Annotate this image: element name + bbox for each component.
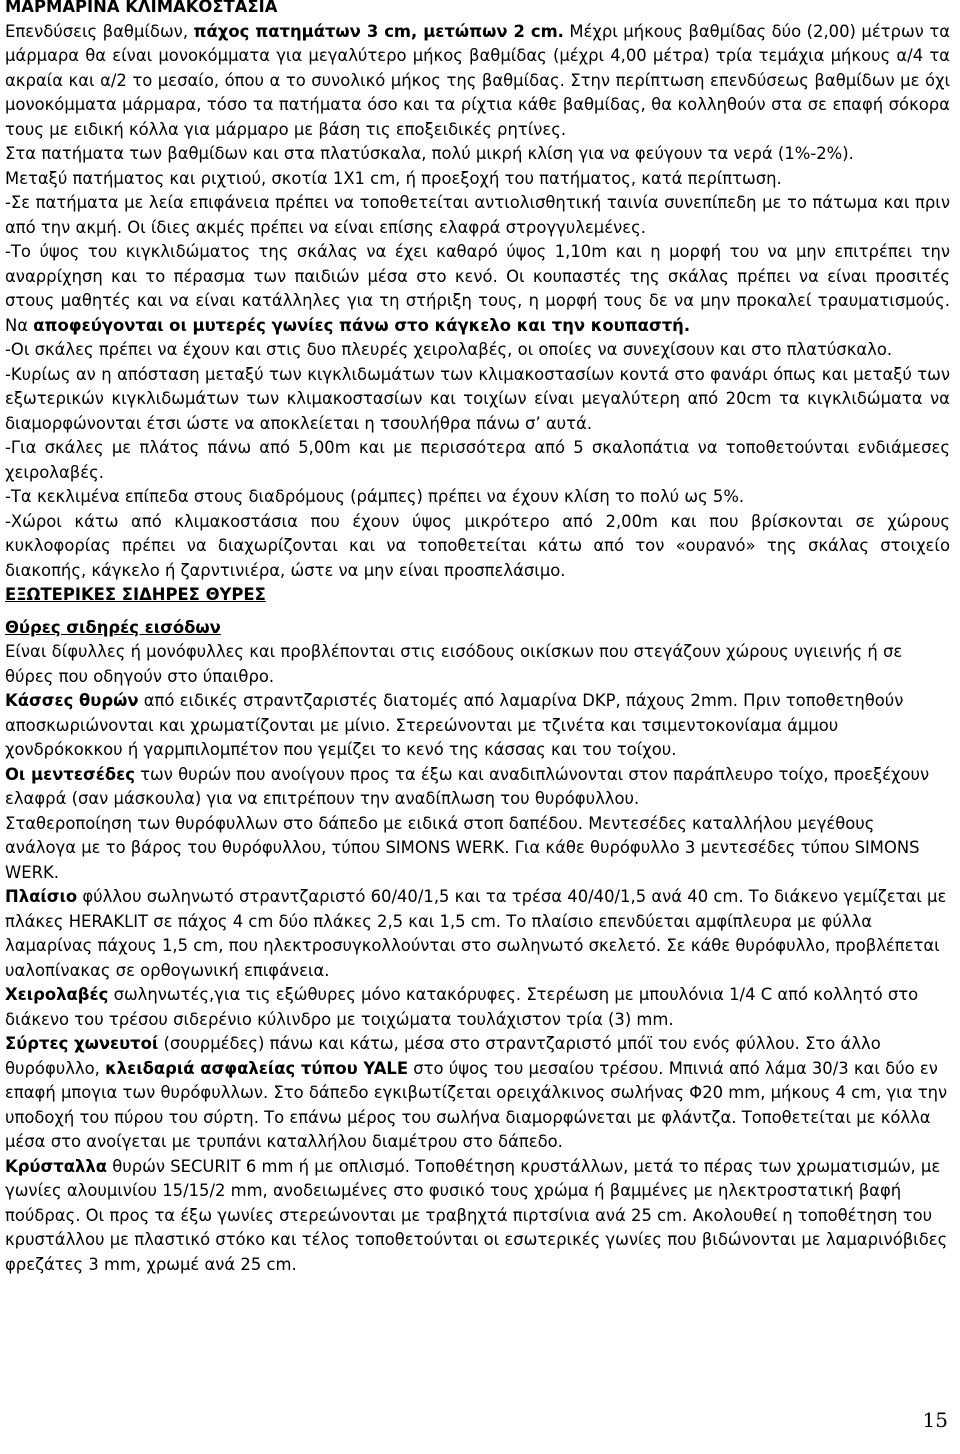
paragraph: -Χώροι κάτω από κλιμακοστάσια που έχουν ύψος μικρότερο από 2,00m και που βρίσκονται σε χώρους κυκλοφορίας πρέπει να διαχωρίζονται και να τοποθετείται κάτω από τον «ουρανό» της σκάλας στοιχείο διακοπής, κάγκελο ή ζαρντινιέρα, ώστε να μην είναι προσπελάσιμο. — [5, 511, 950, 580]
bold-text: Οι μεντεσέδες — [5, 764, 135, 784]
bold-text: κλειδαριά ασφαλείας τύπου YALE — [105, 1058, 409, 1078]
page-number: 15 — [922, 1408, 948, 1432]
text-run: φύλλου σωληνωτό στραντζαριστό 60/40/1,5 και τα τρέσα 40/40/1,5 ανά 40 cm. Το διάκενο γεμίζεται με πλάκες HERAKLIT σε πάχος 4 cm δύο πλάκες 2,5 και 1,5 cm. Το πλαίσιο επενδύεται αμφίπλευρα με φύλλα λαμαρίνας πάχους 1,5 cm, που ηλεκτροσυγκολλούνται στο σωληνωτό σκελετό. Σε κάθε θυρόφυλλο, προβλέπεται υαλοπίνακας σε ορθογωνική επιφάνεια. — [5, 887, 947, 980]
paragraph: Σταθεροποίηση των θυρόφυλλων στο δάπεδο με ειδικά στοπ δαπέδου. Μεντεσέδες καταλλήλου μεγέθους ανάλογα με το βάρος του θυρόφυλλου, τύπου SIMONS WERK. Για κάθε θυρόφυλλο 3 μεντεσέδες τύπου SIMONS WERK. — [5, 813, 920, 882]
text-run: Μέχρι μήκους βαθμίδας δύο (2,00) μέτρων τα μάρμαρα θα είναι μονοκόμματα για μεγαλύτερο μήκος βαθμίδας (μέχρι 4,00 μέτρα) τρία τεμάχια μήκους α/4 τα ακραία και α/2 το μεσαίο, όπου α το συνολικό μήκος της βαθμίδας. Στην περίπτωση επενδύσεως βαθμίδων με όχι μονοκόμματα μάρμαρα, τόσο τα πατήματα όσο και τα ρίχτια κάθε βαθμίδας, θα κολληθούν στα σε επαφή σόκορα τους με ειδική κόλλα για μάρμαρο με βάση τις εποξειδικές ρητίνες. — [5, 21, 950, 139]
paragraph: -Για σκάλες με πλάτος πάνω από 5,00m και με περισσότερα από 5 σκαλοπάτια να τοποθετούνται ενδιάμεσες χειρολαβές. — [5, 438, 950, 482]
text-run: (σουρμέδες) πάνω και κάτω, μέσα στο στραντζαριστό μπόϊ του ενός φύλλου. Στο άλλο θυρόφυλλο, — [5, 1034, 881, 1078]
bold-text: Κάσσες θυρών — [5, 691, 139, 710]
bold-text: Σύρτες χωνευτοί — [5, 1034, 159, 1053]
text-run: Επενδύσεις βαθμίδων, — [5, 21, 194, 41]
paragraph — [5, 240, 950, 338]
paragraph — [5, 763, 950, 812]
paragraph: Στα πατήματα των βαθμίδων και στα πλατύσκαλα, πολύ μικρή κλίση για να φεύγουν τα νερά (1%-2%). — [5, 144, 854, 163]
paragraph — [5, 1155, 950, 1278]
section-title-marble-stairs: ΜΑΡΜΑΡΙΝΑ ΚΛΙΜΑΚΟΣΤΑΣΙΑ — [5, 0, 278, 16]
paragraph: Είναι δίφυλλες ή μονόφυλλες και προβλέπονται στις εισόδους οικίσκων που στεγάζουν χώρους υγιεινής ή σε θύρες που οδηγούν στο ύπαιθρο. — [5, 642, 903, 686]
text-run: -Το ύψος του κιγκλιδώματος της σκάλας να έχει καθαρό ύψος 1,10m και η μορφή του να μην επιτρέπει την αναρρίχηση και το πέρασμα των παιδιών μέσα στο κενό. Οι κουπαστές της σκάλας πρέπει να είναι προσιτές στους μαθητές και να είναι κατάλληλες για τη στήριξη τους, η μορφή τους δε να μην προκαλεί τραυματισμούς. Να — [5, 242, 950, 335]
subsection-title-entrance-doors: Θύρες σιδηρές εισόδων — [5, 617, 221, 637]
paragraph — [5, 689, 950, 763]
text-run: θυρών SECURIT 6 mm ή με οπλισμό. Τοποθέτηση κρυστάλλων, μετά το πέρας των χρωματισμών, με γωνίες αλουμινίου 15/15/2 mm, ανοδειωμένες στο φυσικό τους χρώμα ή βαμμένες με ηλεκτροστατική βαφή πούδρας. Οι προς τα έξω γωνίες στερεώνονται με τραβηχτά πιρτσίνια ανά 25 cm. Ακολουθεί η τοποθέτηση του κρυστάλλου με πλαστικό στόκο και τέλος τοποθετούνται οι εσωτερικές γωνίες που βιδώνονται με λαμαρινόβιδες φρεζάτες 3 mm, χρωμέ ανά 25 cm. — [5, 1156, 948, 1274]
bold-text: Πλαίσιο — [5, 887, 78, 906]
paragraph: Μεταξύ πατήματος και ριχτιού, σκοτία 1Χ1 cm, ή προεξοχή του πατήματος, κατά περίπτωση. — [5, 168, 782, 188]
text-run: από ειδικές στραντζαριστές διατομές από λαμαρίνα DKP, πάχους 2mm. Πριν τοποθετηθούν αποσκωριώνονται και χρωματίζονται με μίνιο. Στερεώνονται με τζινέτα και τσιμεντοκονίαμα άμμου χονδρόκοκκου ή γαρμπιλομπέτον που γεμίζει το κενό της κάσσας και του τοίχου. — [5, 691, 904, 759]
bold-text: αποφεύγονται οι μυτερές γωνίες πάνω στο κάγκελο και την κουπαστή. — [33, 315, 691, 335]
paragraph — [5, 885, 950, 983]
paragraph: -Σε πατήματα με λεία επιφάνεια πρέπει να τοποθετείται αντιολισθητική ταινία συνεπίπεδη με το πάτωμα και πριν από την ακμή. Οι ίδιες ακμές πρέπει να είναι επίσης ελαφρά στρογγυλεμένες. — [5, 193, 950, 237]
bold-text: Κρύσταλλα — [5, 1156, 107, 1176]
paragraph — [5, 1032, 950, 1155]
paragraph: -Οι σκάλες πρέπει να έχουν και στις δυο πλευρές χειρολαβές, οι οποίες να συνεχίσουν και στο πλατύσκαλο. — [5, 340, 893, 359]
text-run: των θυρών που ανοίγουν προς τα έξω και αναδιπλώνονται στον παράπλευρο τοίχο, προεξέχουν ελαφρά (σαν μάσκουλα) για να επιτρέπουν την αναδίπλωση του θυρόφυλλου. — [5, 764, 930, 808]
bold-text: πάχος πατημάτων 3 cm, μετώπων 2 cm. — [193, 21, 564, 41]
paragraph — [5, 20, 950, 143]
paragraph: -Τα κεκλιμένα επίπεδα στους διαδρόμους (ράμπες) πρέπει να έχουν κλίση το πολύ ως 5%. — [5, 487, 745, 506]
section-title-exterior-doors: ΕΞΩΤΕΡΙΚΕΣ ΣΙΔΗΡΕΣ ΘΥΡΕΣ — [5, 585, 266, 604]
paragraph — [5, 983, 950, 1032]
bold-text: Χειρολαβές — [5, 985, 109, 1004]
document-page — [5, 0, 950, 1277]
paragraph: -Κυρίως αν η απόσταση μεταξύ των κιγκλιδωμάτων των κλιμακοστασίων κοντά στο φανάρι όπως και μεταξύ των εξωτερικών κιγκλιδωμάτων των κλιμακοστασίων και τοιχίων είναι μεγαλύτερη από 20cm τα κιγκλιδώματα να διαμορφώνονται έτσι ώστε να αποκλείεται η τσουλήθρα πάνω σ’ αυτά. — [5, 364, 950, 433]
text-run: σωληνωτές,για τις εξώθυρες μόνο κατακόρυφες. Στερέωση με μπουλόνια 1/4 C από κολλητό στο διάκενο του τρέσου σιδερένιο κύλινδρο με τοιχώματα τουλάχιστον τρία (3) mm. — [5, 985, 919, 1029]
text-run: στο ύψος του μεσαίου τρέσου. Μπινιά από λάμα 30/3 και δύο εν επαφή μπογια των θυρόφυλλων. Στο δάπεδο εγκιβωτίζεται ορειχάλκινος σωλήνας Φ20 mm, μήκους 4 cm, για την υποδοχή του πύρου του σύρτη. Το επάνω μέρος του σωλήνα διαμορφώνεται με φλάντζα. Τοποθετείται με κόλλα μέσα στο ανοίγεται με τρυπάνι καταλλήλου διαμέτρου στο δάπεδο. — [5, 1058, 948, 1151]
